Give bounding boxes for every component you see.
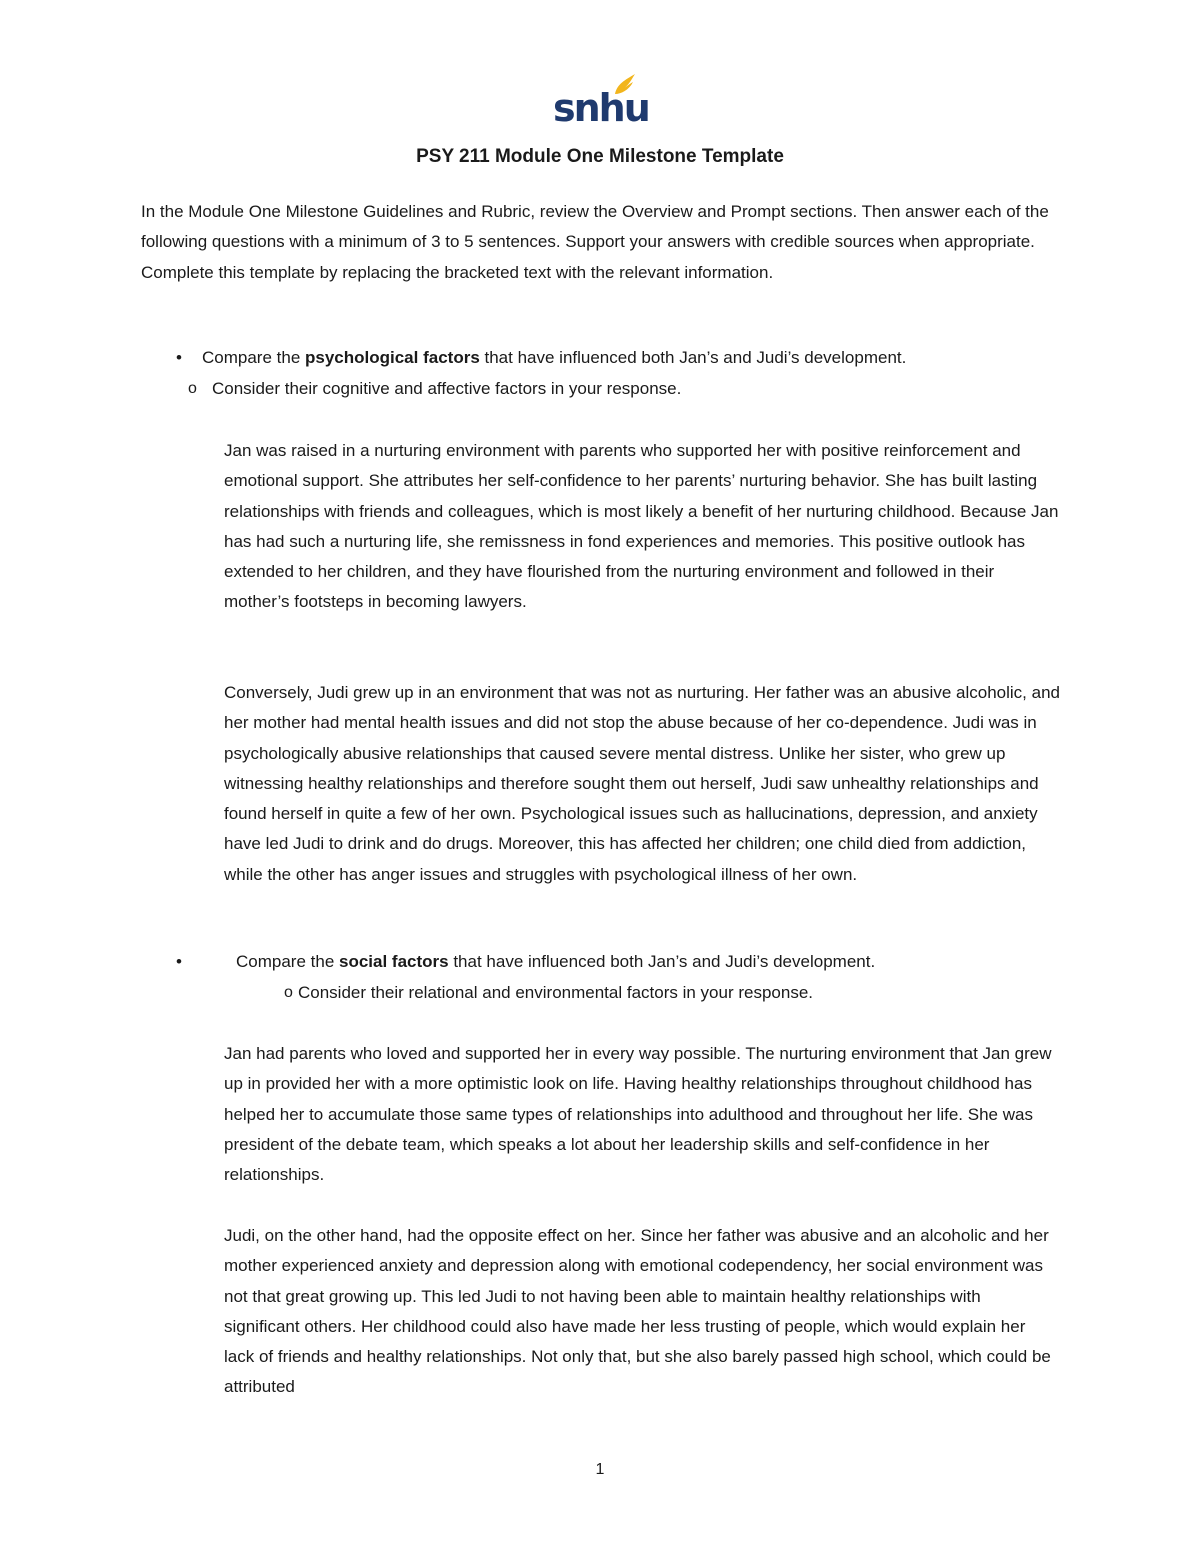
snhu-logo xyxy=(553,72,649,132)
section-1-sub-prompt: Consider their cognitive and affective factors in your response. xyxy=(212,379,682,398)
section-2-prompt-end: that have influenced both Jan’s and Judi’s development. xyxy=(448,952,876,971)
section-1-answer-judi: Conversely, Judi grew up in an environment that was not as nurturing. Her father was an abusive alcoholic, and her mother had mental health issues and did not stop the abuse because of her co-dependence. Judi was in psychologically abusive relationships that caused severe mental distress. Unlike her sister, who grew up witnessing healthy relationships and therefore sought them out herself, Judi saw unhealthy relationships and found herself in quite a few of her own. Psychological issues such as hallucinations, depression, and anxiety have led Judi to drink and do drugs. Moreover, this has affected her children; one child died from addiction, while the other has anger issues and struggles with psychological illness of her own. xyxy=(224,683,1060,884)
section-2-answer-jan: Jan had parents who loved and supported her in every way possible. The nurturing environment that Jan grew up in provided her with a more optimistic look on life. Having healthy relationships throughout childhood has helped her to accumulate those same types of relationships into adulthood and throughout her life. She was president of the debate team, which speaks a lot about her leadership skills and self-confidence in her relationships. xyxy=(224,1044,1052,1185)
page-number: 1 xyxy=(595,1461,605,1478)
sub-bullet-marker: o xyxy=(284,984,293,1001)
section-2-answer-judi: Judi, on the other hand, had the opposite effect on her. Since her father was abusive and an alcoholic and her mother experienced anxiety and depression along with emotional codependency, her social environment was not that great growing up. This led Judi to not having been able to maintain healthy relationships with significant others. Her childhood could also have made her less trusting of people, which would explain her lack of friends and healthy relationships. Not only that, but she also barely passed high school, which could be attributed xyxy=(224,1226,1051,1397)
section-2-prompt xyxy=(236,947,875,977)
logo-text: snhu xyxy=(553,86,649,130)
bullet-icon: • xyxy=(176,348,182,367)
section-1-prompt-start: Compare the xyxy=(202,348,305,367)
section-1-prompt xyxy=(202,343,906,373)
intro-paragraph: In the Module One Milestone Guidelines and Rubric, review the Overview and Prompt sections. Then answer each of the following questions with a minimum of 3 to 5 sentences. Support your answers with credible sources when appropriate. Complete this template by replacing the bracketed text with the relevant information. xyxy=(141,202,1049,282)
bullet-icon: • xyxy=(176,952,182,971)
section-1-prompt-end: that have influenced both Jan’s and Judi’s development. xyxy=(479,348,907,367)
section-1-prompt-keyword: psychological factors xyxy=(305,348,480,367)
section-2-prompt-start: Compare the xyxy=(236,952,339,971)
section-2-prompt-keyword: social factors xyxy=(339,952,449,971)
document-title: PSY 211 Module One Milestone Template xyxy=(416,146,784,167)
sub-bullet-marker: o xyxy=(188,380,197,397)
section-2-sub-prompt: Consider their relational and environmental factors in your response. xyxy=(298,983,813,1002)
section-1-answer-jan: Jan was raised in a nurturing environment with parents who supported her with positive reinforcement and emotional support. She attributes her self-confidence to her parents’ nurturing behavior. She has built lasting relationships with friends and colleagues, which is most likely a benefit of her nurturing childhood. Because Jan has had such a nurturing life, she remissness in fond experiences and memories. This positive outlook has extended to her children, and they have flourished from the nurturing environment and followed in their mother’s footsteps in becoming lawyers. xyxy=(224,441,1059,612)
